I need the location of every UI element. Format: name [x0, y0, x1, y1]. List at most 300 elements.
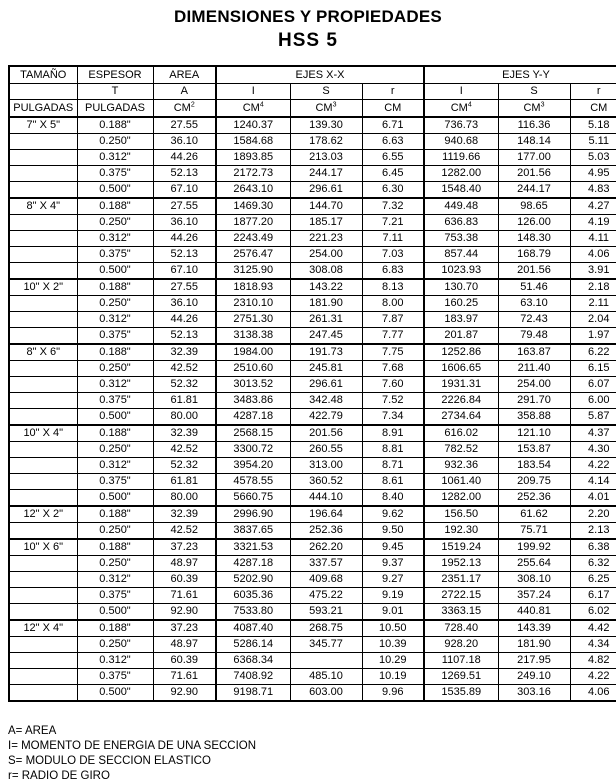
cell-rx: 8.00 — [362, 296, 424, 312]
cell-rx: 7.52 — [362, 393, 424, 409]
cell-thickness: 0.375" — [77, 328, 153, 345]
cell-size — [9, 166, 77, 182]
cell-iy: 1952.13 — [424, 556, 498, 572]
cell-ry: 6.25 — [570, 572, 616, 588]
cell-sy: 252.36 — [498, 490, 570, 507]
header-unit-ry: CM — [570, 100, 616, 118]
cell-size — [9, 556, 77, 572]
cell-area: 36.10 — [153, 296, 216, 312]
table-row — [9, 685, 616, 702]
cell-sx: 296.61 — [290, 377, 362, 393]
cell-sx: 201.56 — [290, 425, 362, 442]
cell-thickness: 0.375" — [77, 393, 153, 409]
table-row — [9, 263, 616, 280]
table-row — [9, 653, 616, 669]
legend-line-radius: r= RADIO DE GIRO — [8, 770, 110, 782]
cell-sy: 249.10 — [498, 669, 570, 685]
cell-thickness: 0.250" — [77, 296, 153, 312]
cell-sy: 255.64 — [498, 556, 570, 572]
cell-sy: 51.46 — [498, 279, 570, 296]
cell-ix: 2568.15 — [216, 425, 290, 442]
cell-sx: 268.75 — [290, 620, 362, 637]
cell-sy: 63.10 — [498, 296, 570, 312]
legend-line-modulus: S= MODULO DE SECCION ELASTICO — [8, 755, 211, 767]
cell-sy: 183.54 — [498, 458, 570, 474]
cell-area: 67.10 — [153, 263, 216, 280]
cell-sy: 181.90 — [498, 637, 570, 653]
cell-area: 32.39 — [153, 344, 216, 361]
cell-size: 8" X 6" — [9, 344, 77, 361]
cell-sy: 358.88 — [498, 409, 570, 426]
cell-ry: 2.04 — [570, 312, 616, 328]
cell-sx: 196.64 — [290, 506, 362, 523]
cell-size: 10" X 2" — [9, 279, 77, 296]
cell-ix: 2243.49 — [216, 231, 290, 247]
cell-ry: 5.03 — [570, 150, 616, 166]
cell-rx: 7.03 — [362, 247, 424, 263]
cell-ry: 4.11 — [570, 231, 616, 247]
cell-thickness: 0.250" — [77, 523, 153, 540]
cell-size — [9, 458, 77, 474]
cell-sx: 422.79 — [290, 409, 362, 426]
cell-sx: 603.00 — [290, 685, 362, 702]
cell-sy: 291.70 — [498, 393, 570, 409]
cell-sy: 168.79 — [498, 247, 570, 263]
cell-ry: 5.11 — [570, 134, 616, 150]
cell-size — [9, 409, 77, 426]
cell-sy: 201.56 — [498, 263, 570, 280]
cell-thickness: 0.188" — [77, 279, 153, 296]
cell-thickness: 0.250" — [77, 361, 153, 377]
header-unit-size: PULGADAS — [9, 100, 77, 118]
cell-area: 61.81 — [153, 474, 216, 490]
cell-sx: 308.08 — [290, 263, 362, 280]
legend-line-area: A= AREA — [8, 725, 57, 737]
cell-iy: 201.87 — [424, 328, 498, 345]
table-row — [9, 572, 616, 588]
cell-sx: 185.17 — [290, 215, 362, 231]
cell-ry: 2.11 — [570, 296, 616, 312]
cell-thickness: 0.375" — [77, 669, 153, 685]
table-row — [9, 409, 616, 426]
cell-thickness: 0.312" — [77, 377, 153, 393]
cell-sy: 357.24 — [498, 588, 570, 604]
header-row-symbols — [9, 84, 616, 100]
header-unit-ix: $CM^4$ — [216, 100, 290, 118]
cell-ix: 1818.93 — [216, 279, 290, 296]
cell-ry: 5.87 — [570, 409, 616, 426]
cell-iy: 636.83 — [424, 215, 498, 231]
cell-area: 32.39 — [153, 506, 216, 523]
cell-sx: 252.36 — [290, 523, 362, 540]
cell-ry: 4.30 — [570, 442, 616, 458]
cell-area: 32.39 — [153, 425, 216, 442]
table-row — [9, 620, 616, 637]
cell-ry: 4.01 — [570, 490, 616, 507]
cell-ry: 4.19 — [570, 215, 616, 231]
table-body — [9, 117, 616, 701]
header-symbol-iy: I — [424, 84, 498, 100]
cell-ix: 3837.65 — [216, 523, 290, 540]
table-row — [9, 198, 616, 215]
cell-area: 52.32 — [153, 377, 216, 393]
cell-size — [9, 182, 77, 199]
table-row — [9, 296, 616, 312]
cell-size — [9, 296, 77, 312]
table-row — [9, 442, 616, 458]
cell-size — [9, 393, 77, 409]
cell-sy: 163.87 — [498, 344, 570, 361]
cell-thickness: 0.188" — [77, 425, 153, 442]
cell-ix: 3483.86 — [216, 393, 290, 409]
cell-sx: 139.30 — [290, 117, 362, 134]
cell-ry: 4.83 — [570, 182, 616, 199]
cell-sx: 244.17 — [290, 166, 362, 182]
cell-sx: 296.61 — [290, 182, 362, 199]
cell-size — [9, 474, 77, 490]
cell-rx: 6.71 — [362, 117, 424, 134]
cell-sx: 260.55 — [290, 442, 362, 458]
table-row — [9, 458, 616, 474]
cell-ry: 4.14 — [570, 474, 616, 490]
cell-sx: 245.81 — [290, 361, 362, 377]
cell-ix: 2643.10 — [216, 182, 290, 199]
cell-sx: 143.22 — [290, 279, 362, 296]
cell-sx: 360.52 — [290, 474, 362, 490]
cell-ry: 6.38 — [570, 539, 616, 556]
cell-rx: 7.68 — [362, 361, 424, 377]
cell-sy: 308.10 — [498, 572, 570, 588]
table-row — [9, 247, 616, 263]
cell-area: 80.00 — [153, 409, 216, 426]
cell-sy: 61.62 — [498, 506, 570, 523]
cell-sy: 121.10 — [498, 425, 570, 442]
cell-area: 44.26 — [153, 231, 216, 247]
header-symbol-sy: S — [498, 84, 570, 100]
header-size: TAMAÑO — [9, 66, 77, 84]
cell-size: 10" X 6" — [9, 539, 77, 556]
cell-thickness: 0.312" — [77, 312, 153, 328]
cell-ry: 1.97 — [570, 328, 616, 345]
cell-thickness: 0.312" — [77, 572, 153, 588]
cell-area: 44.26 — [153, 150, 216, 166]
cell-area: 92.90 — [153, 685, 216, 702]
cell-area: 52.13 — [153, 247, 216, 263]
cell-thickness: 0.250" — [77, 215, 153, 231]
cell-area: 48.97 — [153, 556, 216, 572]
cell-iy: 736.73 — [424, 117, 498, 134]
cell-thickness: 0.312" — [77, 150, 153, 166]
cell-size — [9, 490, 77, 507]
cell-sx: 213.03 — [290, 150, 362, 166]
cell-iy: 1107.18 — [424, 653, 498, 669]
cell-area: 37.23 — [153, 539, 216, 556]
cell-area: 36.10 — [153, 215, 216, 231]
header-symbol-area: A — [153, 84, 216, 100]
table-row — [9, 231, 616, 247]
cell-ry: 2.18 — [570, 279, 616, 296]
cell-iy: 1119.66 — [424, 150, 498, 166]
table-row — [9, 117, 616, 134]
cell-iy: 2722.15 — [424, 588, 498, 604]
cell-iy: 2226.84 — [424, 393, 498, 409]
cell-area: 61.81 — [153, 393, 216, 409]
cell-sx: 337.57 — [290, 556, 362, 572]
cell-sx: 262.20 — [290, 539, 362, 556]
cell-area: 71.61 — [153, 588, 216, 604]
cell-sy: 72.43 — [498, 312, 570, 328]
cell-area: 36.10 — [153, 134, 216, 150]
cell-thickness: 0.250" — [77, 442, 153, 458]
cell-rx: 9.19 — [362, 588, 424, 604]
cell-ix: 7533.80 — [216, 604, 290, 621]
cell-ix: 2510.60 — [216, 361, 290, 377]
cell-thickness: 0.312" — [77, 231, 153, 247]
cell-ry: 3.91 — [570, 263, 616, 280]
header-unit-area: $CM^2$ — [153, 100, 216, 118]
cell-sx: 247.45 — [290, 328, 362, 345]
page-title: DIMENSIONES Y PROPIEDADES — [174, 7, 442, 26]
cell-rx: 6.83 — [362, 263, 424, 280]
cell-thickness: 0.188" — [77, 198, 153, 215]
cell-sx: 178.62 — [290, 134, 362, 150]
cell-ry: 4.42 — [570, 620, 616, 637]
table-row — [9, 344, 616, 361]
cell-iy: 616.02 — [424, 425, 498, 442]
cell-rx: 9.37 — [362, 556, 424, 572]
cell-iy: 782.52 — [424, 442, 498, 458]
cell-sx: 144.70 — [290, 198, 362, 215]
cell-ry: 4.95 — [570, 166, 616, 182]
cell-size — [9, 263, 77, 280]
cell-rx: 6.45 — [362, 166, 424, 182]
table-row — [9, 377, 616, 393]
cell-iy: 1023.93 — [424, 263, 498, 280]
table-row — [9, 588, 616, 604]
cell-sy: 126.00 — [498, 215, 570, 231]
cell-iy: 449.48 — [424, 198, 498, 215]
cell-sy: 254.00 — [498, 377, 570, 393]
cell-sx: 342.48 — [290, 393, 362, 409]
cell-size — [9, 134, 77, 150]
cell-sy: 148.14 — [498, 134, 570, 150]
cell-sy: 116.36 — [498, 117, 570, 134]
cell-size — [9, 442, 77, 458]
cell-area: 27.55 — [153, 198, 216, 215]
cell-size — [9, 604, 77, 621]
specs-table-container — [8, 65, 608, 702]
cell-size — [9, 312, 77, 328]
cell-rx: 9.62 — [362, 506, 424, 523]
cell-iy: 940.68 — [424, 134, 498, 150]
cell-rx: 8.13 — [362, 279, 424, 296]
table-row — [9, 669, 616, 685]
cell-ix: 1584.68 — [216, 134, 290, 150]
cell-rx: 9.45 — [362, 539, 424, 556]
cell-rx: 7.60 — [362, 377, 424, 393]
cell-sy: 75.71 — [498, 523, 570, 540]
cell-iy: 1061.40 — [424, 474, 498, 490]
cell-ix: 6368.34 — [216, 653, 290, 669]
cell-size — [9, 231, 77, 247]
cell-iy: 1548.40 — [424, 182, 498, 199]
cell-sx: 221.23 — [290, 231, 362, 247]
cell-sx: 475.22 — [290, 588, 362, 604]
cell-rx: 9.50 — [362, 523, 424, 540]
cell-rx: 6.55 — [362, 150, 424, 166]
table-row — [9, 182, 616, 199]
cell-ix: 2172.73 — [216, 166, 290, 182]
cell-ix: 4087.40 — [216, 620, 290, 637]
cell-size — [9, 247, 77, 263]
cell-sy: 440.81 — [498, 604, 570, 621]
cell-iy: 1269.51 — [424, 669, 498, 685]
cell-thickness: 0.250" — [77, 134, 153, 150]
table-row — [9, 166, 616, 182]
cell-sx: 191.73 — [290, 344, 362, 361]
table-row — [9, 279, 616, 296]
cell-rx: 10.50 — [362, 620, 424, 637]
cell-rx: 8.40 — [362, 490, 424, 507]
cell-sy: 199.92 — [498, 539, 570, 556]
cell-ix: 1984.00 — [216, 344, 290, 361]
cell-iy: 928.20 — [424, 637, 498, 653]
cell-sy: 217.95 — [498, 653, 570, 669]
cell-area: 44.26 — [153, 312, 216, 328]
cell-area: 92.90 — [153, 604, 216, 621]
table-row — [9, 474, 616, 490]
cell-iy: 1519.24 — [424, 539, 498, 556]
cell-size: 7" X 5" — [9, 117, 77, 134]
table-header — [9, 66, 616, 117]
cell-size — [9, 361, 77, 377]
cell-ry: 4.37 — [570, 425, 616, 442]
cell-ry: 6.32 — [570, 556, 616, 572]
table-row — [9, 556, 616, 572]
cell-ix: 5660.75 — [216, 490, 290, 507]
cell-ry: 6.15 — [570, 361, 616, 377]
header-area: AREA — [153, 66, 216, 84]
cell-sy: 148.30 — [498, 231, 570, 247]
cell-thickness: 0.500" — [77, 263, 153, 280]
cell-thickness: 0.312" — [77, 458, 153, 474]
cell-sy: 98.65 — [498, 198, 570, 215]
cell-ix: 5286.14 — [216, 637, 290, 653]
cell-rx: 9.96 — [362, 685, 424, 702]
cell-area: 27.55 — [153, 117, 216, 134]
cell-area: 80.00 — [153, 490, 216, 507]
cell-ry: 4.06 — [570, 685, 616, 702]
header-thickness: ESPESOR — [77, 66, 153, 84]
cell-size — [9, 669, 77, 685]
cell-ix: 3125.90 — [216, 263, 290, 280]
cell-sx: 254.00 — [290, 247, 362, 263]
page-subtitle: HSS 5 — [278, 30, 338, 51]
table-row — [9, 490, 616, 507]
cell-ix: 1240.37 — [216, 117, 290, 134]
cell-thickness: 0.188" — [77, 539, 153, 556]
cell-ix: 7408.92 — [216, 669, 290, 685]
cell-iy: 753.38 — [424, 231, 498, 247]
cell-ry: 4.34 — [570, 637, 616, 653]
table-row — [9, 215, 616, 231]
cell-ix: 3954.20 — [216, 458, 290, 474]
table-row — [9, 425, 616, 442]
cell-size: 12" X 4" — [9, 620, 77, 637]
cell-sx: 593.21 — [290, 604, 362, 621]
cell-sy: 143.39 — [498, 620, 570, 637]
cell-sy: 79.48 — [498, 328, 570, 345]
cell-rx: 7.75 — [362, 344, 424, 361]
cell-thickness: 0.188" — [77, 620, 153, 637]
cell-ry: 2.13 — [570, 523, 616, 540]
cell-iy: 1606.65 — [424, 361, 498, 377]
header-unit-rx: CM — [362, 100, 424, 118]
cell-size — [9, 685, 77, 702]
cell-ix: 4578.55 — [216, 474, 290, 490]
table-row — [9, 134, 616, 150]
cell-rx: 7.87 — [362, 312, 424, 328]
cell-ry: 6.17 — [570, 588, 616, 604]
cell-size: 8" X 4" — [9, 198, 77, 215]
cell-area: 71.61 — [153, 669, 216, 685]
cell-iy: 183.97 — [424, 312, 498, 328]
cell-iy: 1931.31 — [424, 377, 498, 393]
cell-iy: 192.30 — [424, 523, 498, 540]
cell-ix: 2576.47 — [216, 247, 290, 263]
cell-ry: 5.18 — [570, 117, 616, 134]
cell-thickness: 0.188" — [77, 344, 153, 361]
table-row — [9, 393, 616, 409]
table-row — [9, 328, 616, 345]
cell-size — [9, 150, 77, 166]
header-symbol-ix: I — [216, 84, 290, 100]
cell-ry: 6.00 — [570, 393, 616, 409]
cell-size: 10" X 4" — [9, 425, 77, 442]
cell-ry: 4.22 — [570, 458, 616, 474]
cell-sx: 345.77 — [290, 637, 362, 653]
cell-rx: 8.61 — [362, 474, 424, 490]
cell-sx: 409.68 — [290, 572, 362, 588]
cell-thickness: 0.250" — [77, 637, 153, 653]
cell-iy: 2351.17 — [424, 572, 498, 588]
cell-rx: 9.27 — [362, 572, 424, 588]
cell-ix: 2996.90 — [216, 506, 290, 523]
cell-ry: 4.82 — [570, 653, 616, 669]
cell-rx: 9.01 — [362, 604, 424, 621]
cell-thickness: 0.500" — [77, 685, 153, 702]
cell-ry: 6.22 — [570, 344, 616, 361]
cell-thickness: 0.500" — [77, 604, 153, 621]
table-row — [9, 506, 616, 523]
legend-block — [8, 724, 616, 784]
table-row — [9, 312, 616, 328]
table-row — [9, 539, 616, 556]
cell-iy: 3363.15 — [424, 604, 498, 621]
legend-line-inertia: I= MOMENTO DE ENERGIA DE UNA SECCION — [8, 740, 257, 752]
cell-size — [9, 523, 77, 540]
header-axes-y: EJES Y-Y — [424, 66, 616, 84]
table-row — [9, 523, 616, 540]
cell-sy: 153.87 — [498, 442, 570, 458]
cell-iy: 2734.64 — [424, 409, 498, 426]
cell-iy: 1282.00 — [424, 166, 498, 182]
cell-sx: 444.10 — [290, 490, 362, 507]
cell-area: 37.23 — [153, 620, 216, 637]
cell-rx: 7.11 — [362, 231, 424, 247]
cell-area: 52.13 — [153, 166, 216, 182]
cell-iy: 1252.86 — [424, 344, 498, 361]
